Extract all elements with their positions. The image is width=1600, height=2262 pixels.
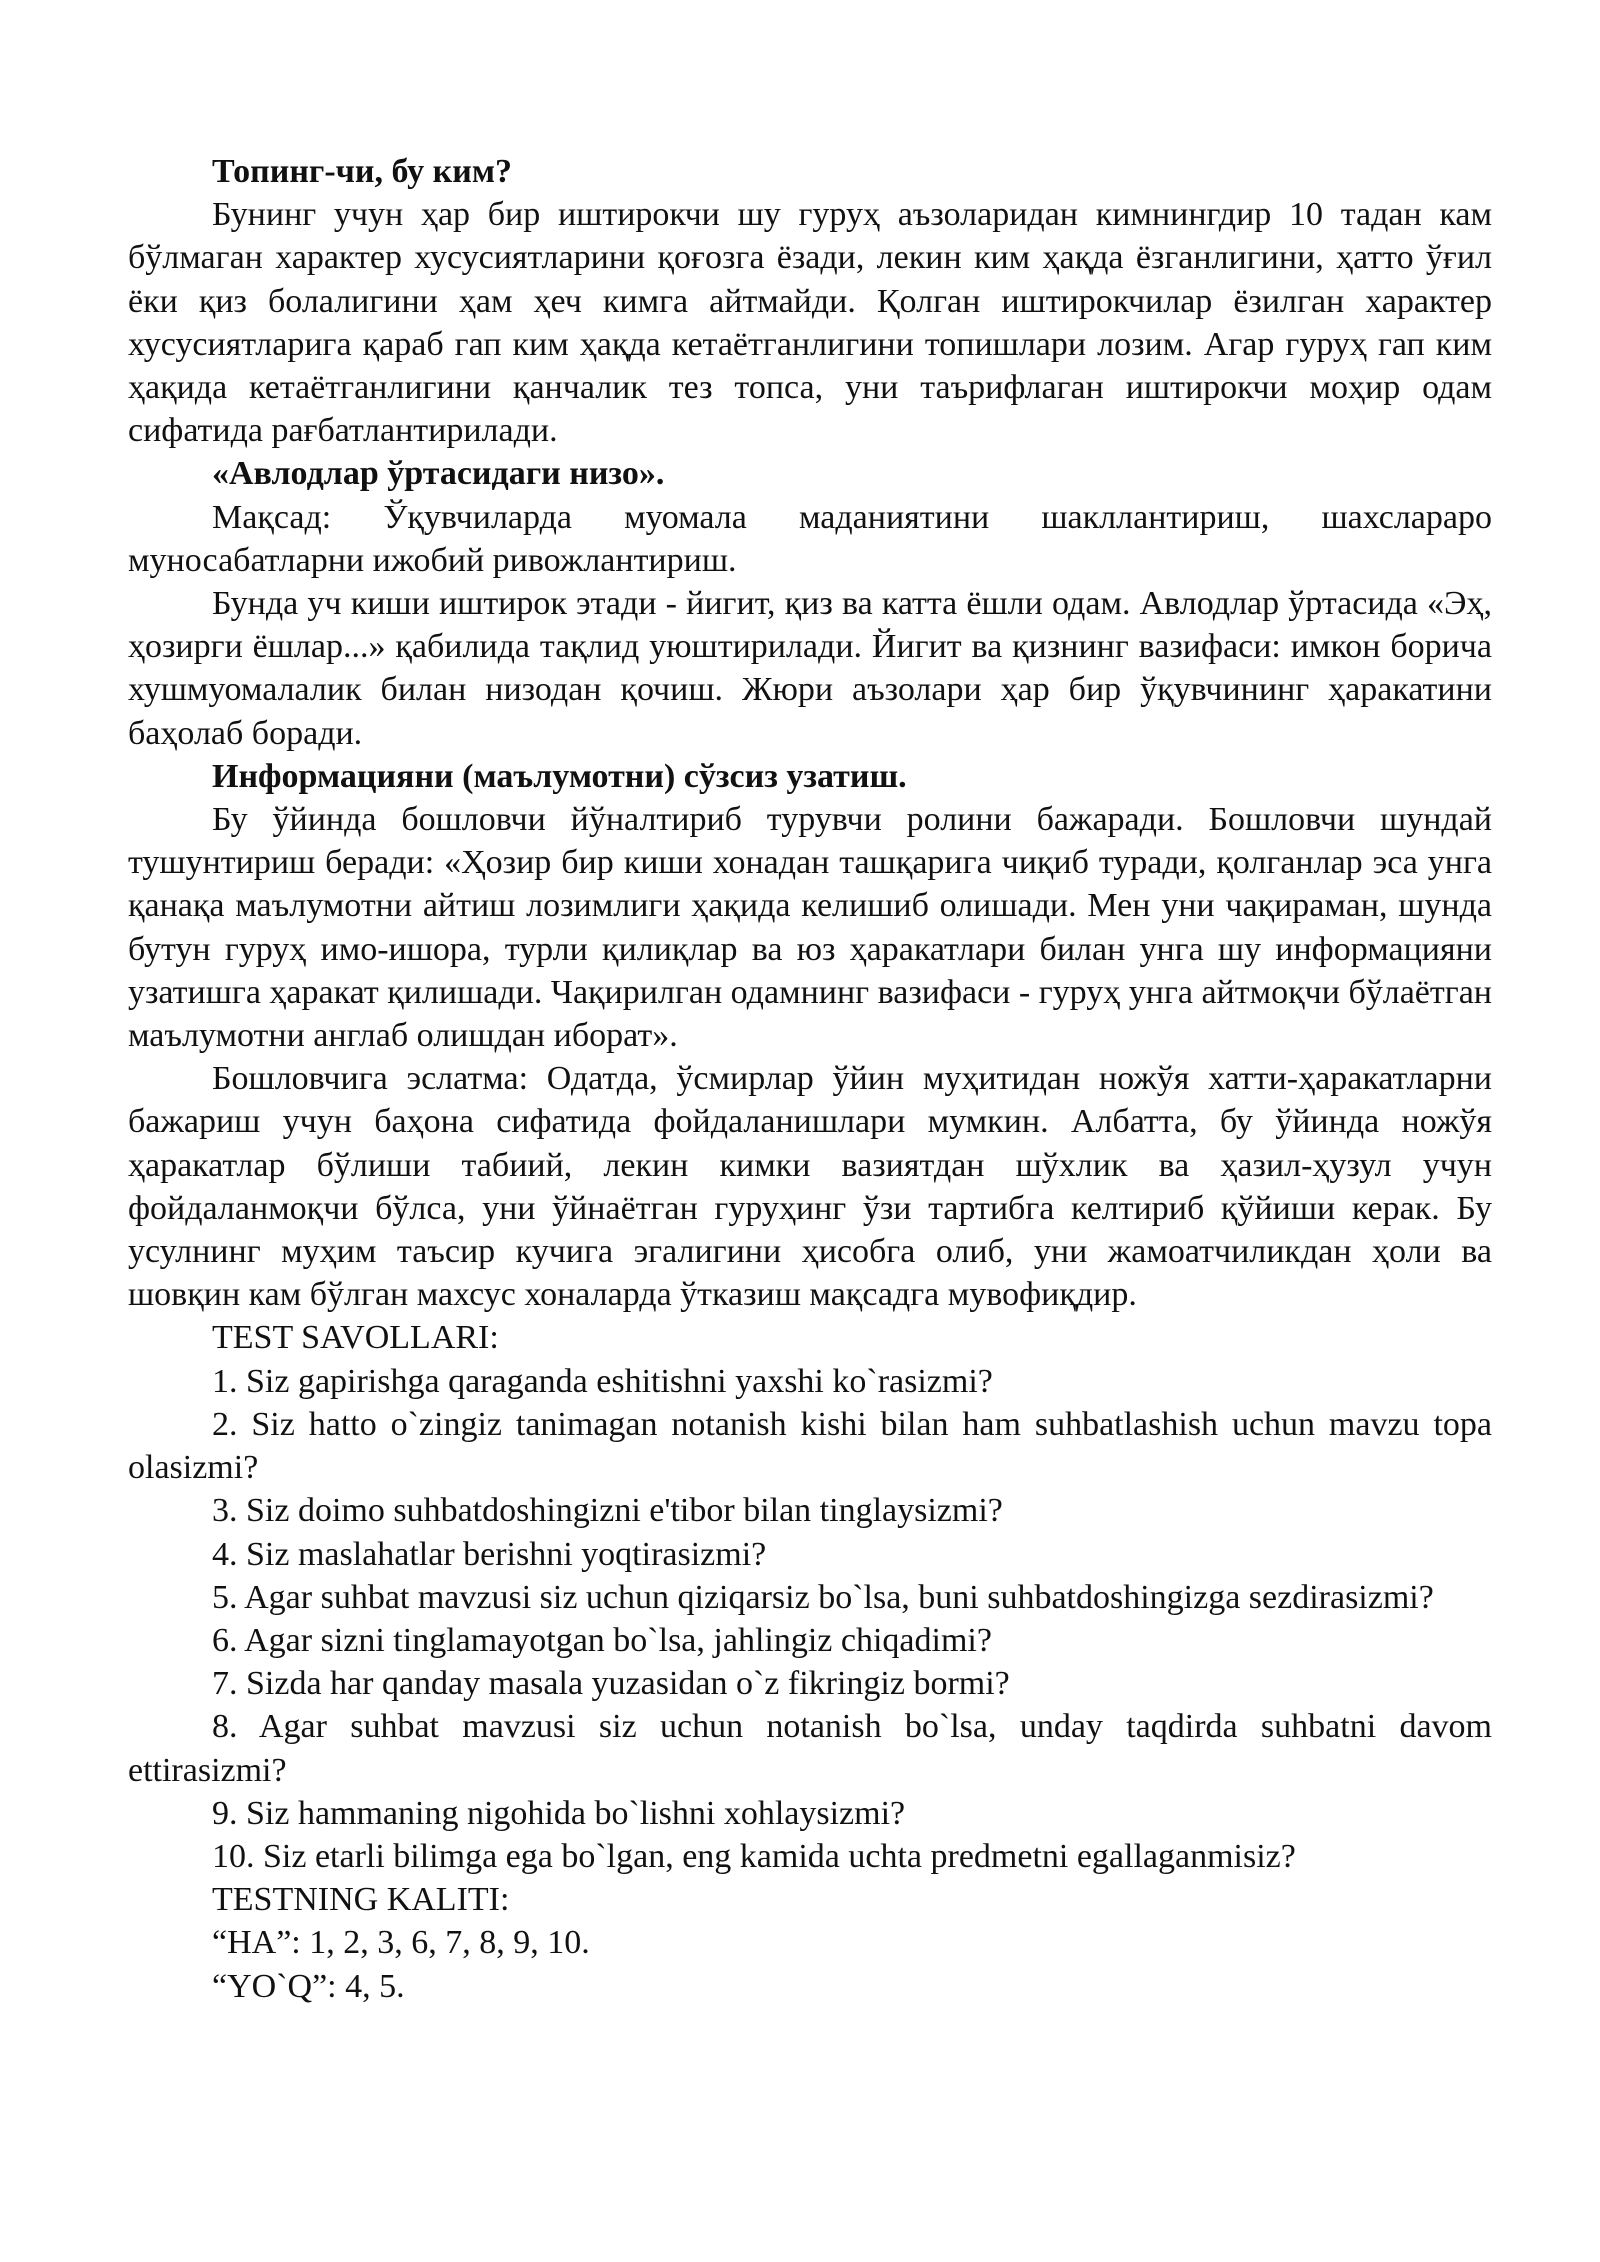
paragraph-leader-note: Бошловчига эслатма: Одатда, ўсмирлар ўйин муҳитидан ножўя хатти-ҳаракатларни бажариш учун баҳона сифатида фойдаланишлари мумкин. Албатта, бу ўйинда ножўя ҳаракатлар бўлиши табиий, лекин кимки вазиятдан шўхлик ва ҳазил-ҳузул учун фойдаланмоқчи бўлса, уни ўйнаётган гуруҳинг ўзи тартибга келтириб қўйиши керак. Бу усулнинг муҳим таъсир кучига эгалигини ҳисобга олиб, уни жамоатчиликдан ҳоли ва шовқин кам бўлган махсус хоналарда ўтказиш мақсадга мувофиқдир. — [128, 1060, 1492, 1314]
test-questions-list — [128, 1360, 1492, 1878]
heading-guess-who: Топинг-чи, бу ким? — [212, 153, 512, 190]
test-question: 1. Siz gapirishga qaraganda eshitishni yaxshi ko`rasizmi? — [212, 1362, 993, 1400]
test-question: 7. Sizda har qanday masala yuzasidan o`z fikringiz bormi? — [212, 1665, 1010, 1703]
test-question: 4. Siz maslahatlar berishni yoqtirasizmi? — [212, 1535, 767, 1573]
document-page — [128, 150, 1492, 2008]
test-question: 9. Siz hammaning nigohida bo`lishni xohlaysizmi? — [212, 1794, 906, 1832]
paragraph-generations-conflict: Бунда уч киши иштирок этади - йигит, қиз ва катта ёшли одам. Авлодлар ўртасида «Эҳ, ҳозирги ёшлар...» қабилида тақлид уюштирилади. Йигит ва қизнинг вазифаси: имкон борича хушмуомалалик билан низодан қочиш. Жюри аъзолари ҳар бир ўқувчининг ҳаракатини баҳолаб боради. — [128, 585, 1492, 752]
test-question: 10. Siz etarli bilimga ega bo`lgan, eng kamida uchta predmetni egallaganmisiz? — [212, 1837, 1296, 1875]
test-title: TEST SAVOLLARI: — [212, 1319, 499, 1357]
test-key-no: “YO`Q”: 4, 5. — [212, 1967, 405, 2005]
paragraph-wordless-info: Бу ўйинда бошловчи йўналтириб турувчи ролини бажаради. Бошловчи шундай тушунтириш беради: «Ҳозир бир киши хонадан ташқарига чиқиб туради, қолганлар эса унга қанақа маълумотни айтиш лозимлиги ҳақида келишиб олишади. Мен уни чақираман, шунда бутун гуруҳ имо-ишора, турли қилиқлар ва юз ҳаракатлари билан унга шу информацияни узатишга ҳаракат қилишади. Чақирилган одамнинг вазифаси - гуруҳ унга айтмоқчи бўлаётган маълумотни англаб олишдан иборат». — [128, 801, 1492, 1055]
heading-wordless-info: Информацияни (маълумотни) сўзсиз узатиш. — [212, 757, 907, 795]
paragraph-guess-who: Бунинг учун ҳар бир иштирокчи шу гуруҳ аъзоларидан кимнингдир 10 тадан кам бўлмаган характер хусусиятларини қоғозга ёзади, лекин ким ҳақда ёзганлигини, ҳатто ўғил ёки қиз болалигини ҳам ҳеч кимга айтмайди. Қолган иштирокчилар ёзилган характер хусусиятларига қараб гап ким ҳақда кетаётганлигини топишлари лозим. Агар гуруҳ гап ким ҳақида кетаётганлигини қанчалик тез топса, уни таърифлаган иштирокчи моҳир одам сифатида рағбатлантирилади. — [128, 196, 1492, 450]
test-question: 6. Agar sizni tinglamayotgan bo`lsa, jahlingiz chiqadimi? — [212, 1621, 992, 1659]
test-question: 3. Siz doimo suhbatdoshingizni e'tibor bilan tinglaysizmi? — [212, 1492, 1003, 1530]
paragraph-goal: Мақсад: Ўқувчиларда муомала маданиятини шакллантириш, шахслараро муносабатларни ижобий ривожлантириш. — [128, 498, 1492, 579]
heading-generations-conflict: «Авлодлар ўртасидаги низо». — [212, 455, 665, 493]
test-key-title: TESTNING KALITI: — [212, 1881, 510, 1919]
test-question: 8. Agar suhbat mavzusi siz uchun notanish bo`lsa, unday taqdirda suhbatni davom ettirasizmi? — [128, 1708, 1492, 1789]
test-question: 5. Agar suhbat mavzusi siz uchun qiziqarsiz bo`lsa, buni suhbatdoshingizga sezdirasizmi? — [212, 1578, 1434, 1616]
test-question: 2. Siz hatto o`zingiz tanimagan notanish kishi bilan ham suhbatlashish uchun mavzu topa olasizmi? — [128, 1405, 1492, 1487]
test-key-yes: “HA”: 1, 2, 3, 6, 7, 8, 9, 10. — [212, 1924, 590, 1962]
